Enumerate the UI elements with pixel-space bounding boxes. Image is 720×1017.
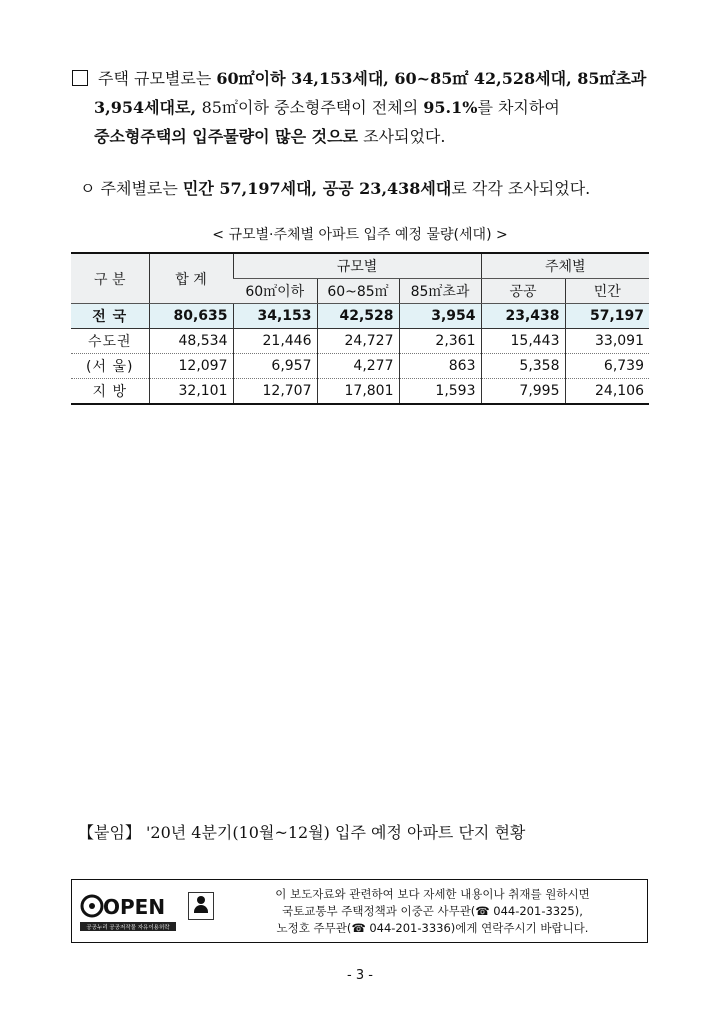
cell-gt85: 2,361 <box>399 329 481 354</box>
row-label: 수도권 <box>71 329 149 354</box>
owner-paragraph: ㅇ 주체별로는 민간 57,197세대, 공공 23,438세대로 각각 조사되었다. <box>80 179 591 198</box>
cell-60-85: 17,801 <box>317 379 399 405</box>
cell-gt85: 3,954 <box>399 304 481 329</box>
row-label: 지 방 <box>71 379 149 405</box>
open-logo-text: OPEN <box>103 895 166 919</box>
table-caption: < 규모별·주체별 아파트 입주 예정 물량(세대) > <box>212 227 508 243</box>
cell-le60: 21,446 <box>233 329 317 354</box>
contact-text <box>222 886 643 937</box>
cell-total: 12,097 <box>149 354 233 379</box>
cell-public: 7,995 <box>481 379 565 405</box>
checkbox-bullet-icon <box>72 70 88 86</box>
cell-total: 80,635 <box>149 304 233 329</box>
table-row-provinces <box>71 379 649 405</box>
header-public: 공공 <box>481 279 565 304</box>
size-paragraph-line-1: 주택 규모별로는 60㎡이하 34,153세대, 60~85㎡ 42,528세대, 85㎡초과 <box>72 64 672 93</box>
row-label: 전 국 <box>71 304 149 329</box>
header-by-owner: 주체별 <box>481 253 649 279</box>
cell-private: 24,106 <box>565 379 649 405</box>
page-number: - 3 - <box>347 968 373 983</box>
cell-gt85: 863 <box>399 354 481 379</box>
header-size-le60: 60㎡이하 <box>233 279 317 304</box>
cell-le60: 6,957 <box>233 354 317 379</box>
header-total: 합 계 <box>149 253 233 304</box>
attachment-note: 【붙임】 '20년 4분기(10월~12월) 입주 예정 아파트 단지 현황 <box>78 823 526 842</box>
header-size-gt85: 85㎡초과 <box>399 279 481 304</box>
size-paragraph-line-2: 3,954세대로, 85㎡이하 중소형주택이 전체의 95.1%를 차지하여 <box>94 98 560 117</box>
cell-private: 33,091 <box>565 329 649 354</box>
cell-public: 15,443 <box>481 329 565 354</box>
cell-60-85: 42,528 <box>317 304 399 329</box>
cell-total: 32,101 <box>149 379 233 405</box>
table-row-capital-area <box>71 329 649 354</box>
cell-60-85: 24,727 <box>317 329 399 354</box>
table-row-nationwide <box>71 304 649 329</box>
contact-footer-box <box>71 879 648 943</box>
size-paragraph <box>72 64 672 151</box>
header-by-size: 규모별 <box>233 253 481 279</box>
contact-line-3: 노정호 주무관(☎ 044-201-3336)에게 연락주시기 바랍니다. <box>276 921 589 935</box>
open-license-logo-icon <box>78 890 178 934</box>
contact-line-2: 국토교통부 주택정책과 이중곤 사무관(☎ 044-201-3325), <box>282 904 583 918</box>
cell-60-85: 4,277 <box>317 354 399 379</box>
cell-total: 48,534 <box>149 329 233 354</box>
cell-le60: 12,707 <box>233 379 317 405</box>
contact-line-1: 이 보도자료와 관련하여 보다 자세한 내용이나 취재를 원하시면 <box>275 887 590 901</box>
header-private: 민간 <box>565 279 649 304</box>
cell-private: 57,197 <box>565 304 649 329</box>
header-size-60-85: 60~85㎡ <box>317 279 399 304</box>
housing-supply-table <box>71 252 649 405</box>
size-paragraph-line-3: 중소형주택의 입주물량이 많은 것으로 조사되었다. <box>94 127 446 146</box>
cell-public: 5,358 <box>481 354 565 379</box>
cell-gt85: 1,593 <box>399 379 481 405</box>
row-label: (서 울) <box>71 354 149 379</box>
person-icon <box>188 892 214 920</box>
table-row-seoul <box>71 354 649 379</box>
cell-public: 23,438 <box>481 304 565 329</box>
header-category: 구 분 <box>71 253 149 304</box>
open-logo-subtext: 공공누리 공공저작물 자유이용허락 <box>86 925 170 931</box>
cell-private: 6,739 <box>565 354 649 379</box>
cell-le60: 34,153 <box>233 304 317 329</box>
